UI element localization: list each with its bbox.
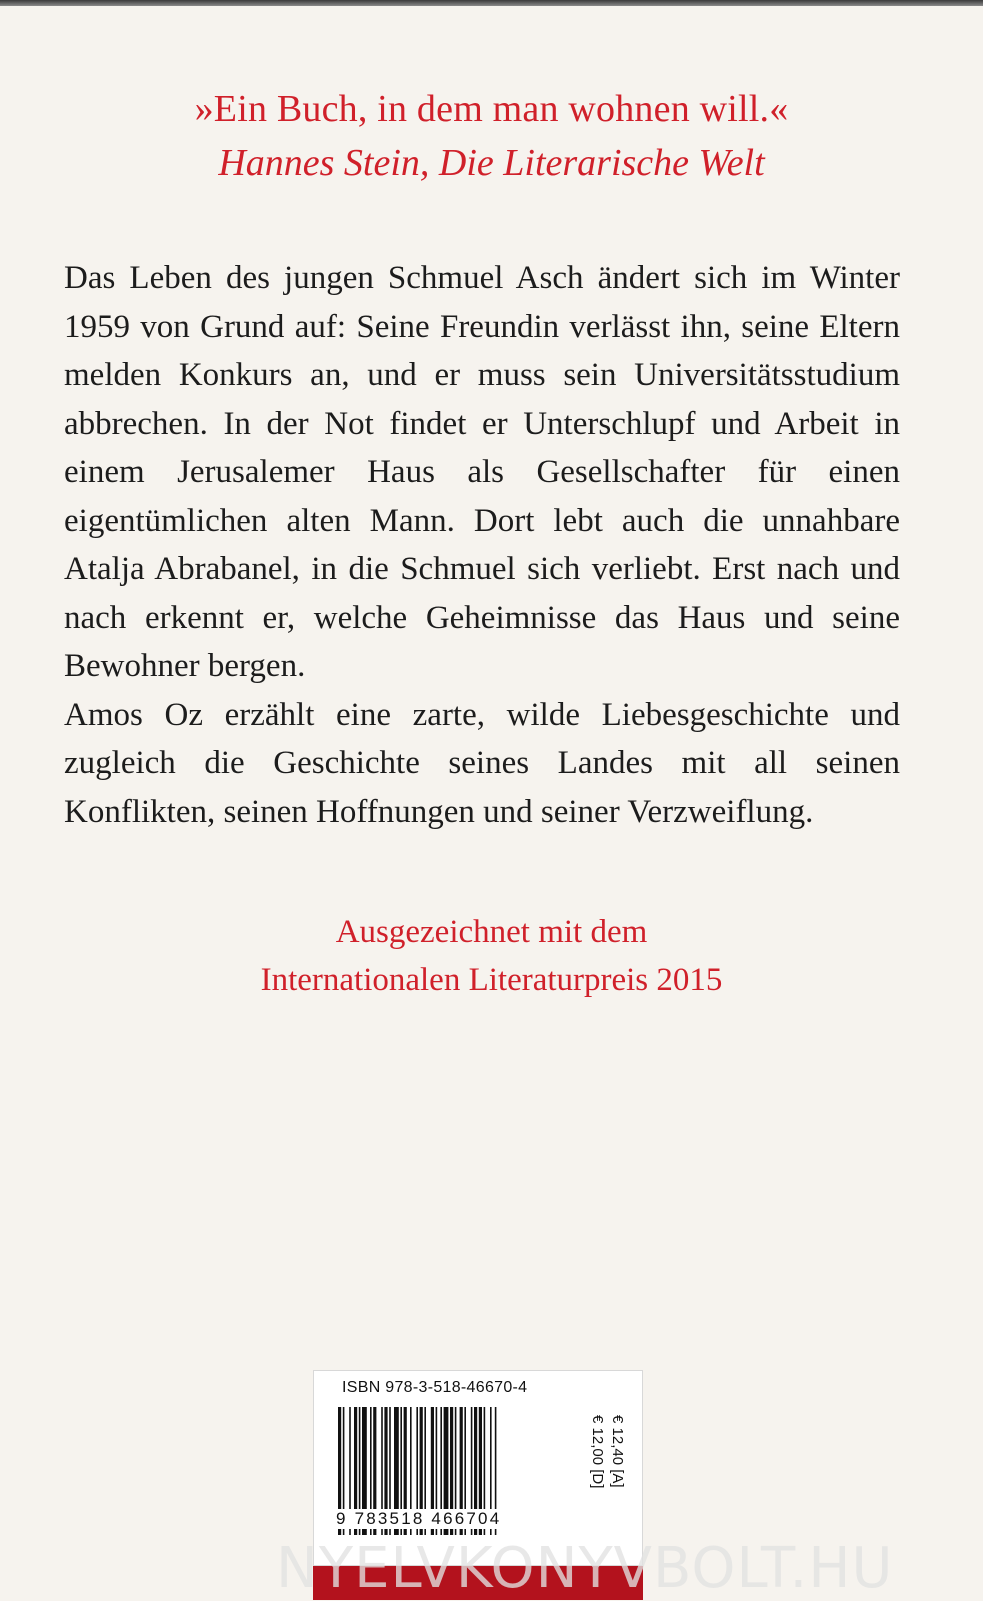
isbn-text: ISBN 978-3-518-46670-4 — [342, 1379, 528, 1396]
award-note — [0, 908, 983, 1004]
quote-text: »Ein Buch, in dem man wohnen will.« — [194, 88, 789, 130]
book-blurb — [64, 254, 900, 836]
award-line-2: Internationalen Literaturpreis 2015 — [260, 962, 723, 998]
quote-source: Hannes Stein, Die Literarische Welt — [218, 142, 765, 184]
blurb-paragraph-1: Das Leben des jungen Schmuel Asch ändert sich im Winter 1959 von Grund auf: Seine Freundin verlässt ihn, seine Eltern melden Konkurs an, und er muss sein Universitätsstudium abbrechen. In der Not findet er Unterschlupf und Arbeit in einem Jerusalemer Haus als Gesellschafter für einen eigentümlichen alten Mann. Dort lebt auch die unnahbare Atalja Abrabanel, in die Schmuel sich verliebt. Erst nach und nach erkennt er, welche Geheimnisse das Haus und seine Bewohner bergen. — [64, 260, 900, 684]
review-quote — [0, 82, 983, 190]
blurb-paragraph-2: Amos Oz erzählt eine zarte, wilde Liebesgeschichte und zugleich die Geschichte seines Landes mit all seinen Konflikten, seinen Hoffnungen und seiner Verzweiflung. — [64, 696, 900, 830]
cover-top-edge — [0, 0, 983, 6]
award-line-1: Ausgezeichnet mit dem — [335, 914, 648, 950]
price-labels — [582, 1415, 638, 1535]
price-austria: € 12,40 [A] — [609, 1415, 626, 1488]
ean-digits: 9 783518 466704 — [336, 1509, 572, 1529]
watermark-text: NYELVKONYVBOLT.HU — [276, 1536, 894, 1601]
price-germany: € 12,00 [D] — [589, 1415, 606, 1489]
